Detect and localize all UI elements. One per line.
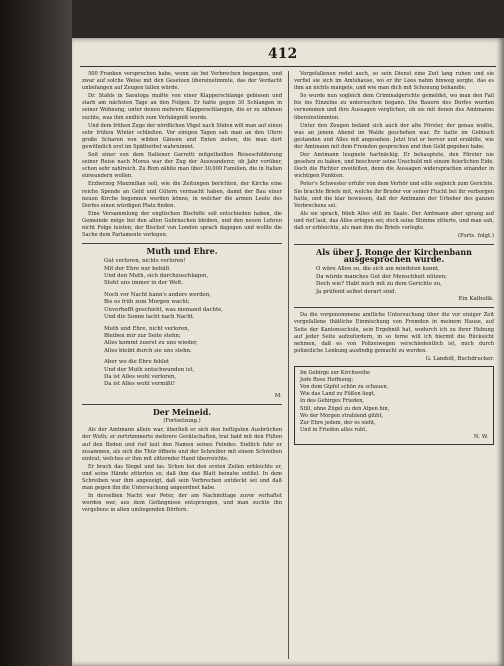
notice-paragraph: Da die vorgenommene amtliche Untersuchung über die vor einiger Zeit vorgefallene thätliche Einmischung von Fremden in meinem Hause, auf Seite der Kantonsschule, sein Ergebniß hat, wodurch ich zu ihrer Hebung auf jeder Seite aufzufordern, in so ferne will ich hiermit die Rücksicht nehmen, daß es von Polizeiwegen verschiedentlich ist, mich durch polizeiliche Lenkung ausfindig gemacht zu werden. bbox=[294, 312, 494, 354]
poem bbox=[104, 258, 282, 400]
poem-line: Und den Muth, sich durchzuschlagen, bbox=[104, 273, 209, 280]
final-poem-line: Von dem Gipfel schön zu schauen, bbox=[300, 384, 389, 391]
final-poem-line: Und in Frieden alles ruht. bbox=[300, 426, 367, 433]
verse-title: Als über J. Ronge der Kirchenbann ausgesprochen wurde. bbox=[316, 247, 472, 265]
story-paragraph: Als der Amtmann allein war, überließ er sich den heftigsten Ausbrüchen der Wuth; er zertrümmerte mehrere Gerätschaften, trat bald mit den Füßen auf den Boden und rief laut den Namen seines Feindes. Endlich fuhr er zusammen, als sich die Thür öffnete und der Schreiber mit einem Schreiben eintrat, welches er ihm mit zitternder Hand überreichte. bbox=[82, 427, 282, 462]
poem-line: Alles kommt zuerst zu uns wieder, bbox=[104, 340, 198, 347]
poem-line: Aber wo die Ehre fehlet bbox=[104, 359, 170, 366]
final-poem-signature: N. W. bbox=[473, 433, 488, 440]
final-poem-line: In des Gebirges Frieden, bbox=[300, 398, 365, 405]
poem-line: Muth und Ehre, nicht verloren, bbox=[104, 325, 190, 332]
poem-stanza bbox=[104, 326, 282, 356]
book-page bbox=[72, 38, 504, 666]
poem-signature: M. bbox=[274, 392, 282, 399]
section-divider bbox=[82, 243, 282, 244]
verse-signature: Ein Katholik. bbox=[458, 295, 494, 302]
verse-line: Ja prüfend selbst derart sind. bbox=[316, 288, 397, 295]
book-spine bbox=[0, 0, 72, 666]
story-title: Der Meineid. bbox=[152, 407, 212, 418]
poem-title: Muth und Ehre. bbox=[146, 246, 218, 257]
notice-signature: G. Landolt, Buchdrucker. bbox=[425, 355, 494, 362]
section-divider bbox=[294, 244, 494, 245]
news-paragraph: Dr. Stahls in Saratoga mußte von einer Klapperschlange gebissen und starb am nächsten Tage an den Folgen. Er hatte gegen 30 Schlangen in seiner Wohnung, unter denen mehrere Klapperschlangen, die er zu zähmen suchte, was ihm endlich zum Verhängniß wurde. bbox=[82, 93, 282, 121]
poem-line: Alles bleibt durch sie uns stehn. bbox=[104, 347, 192, 354]
news-paragraph: 500 Franken versprochen habe, wenn sie bei Verbrechen begangen, und zwar auf solche Weise mit den Gesetzen übereinstimmte, das der Verdacht unbefangen auf Zeugen fallen würde. bbox=[82, 71, 282, 92]
section-divider bbox=[294, 307, 494, 308]
left-column bbox=[82, 71, 282, 515]
story-paragraph: Peter's Schwester erfuhr von dem Verhör und eilte sogleich zum Gerichte. Sie brachte Briefe mit, welche ihr Bruder vor seiner Flucht bei ihr verborgen hatte, und die klar bewiesen, daß der Amtmann der Urheber des ganzen Verbrechens sei. bbox=[294, 181, 494, 209]
verse-line: Da würde manches Gut der Menschheit nützen; bbox=[316, 273, 447, 280]
poem-line: Bis es früh zum Morgen wacht; bbox=[104, 299, 190, 306]
final-poem-line: Jede Rose Hoffnung; bbox=[300, 377, 354, 384]
poem-line: Noch vor Nacht kann's anders werden, bbox=[104, 291, 212, 298]
poem-line: Da ist Alles wohl verloren, bbox=[104, 373, 177, 380]
page-number: 412 bbox=[268, 46, 298, 62]
story-paragraph: Vorgefallenen redet auch, so sein Dienst eine Zeit lang ruhen und sie verfiel sie sich im Amtshause, wo er ihr Loos nahm hinweg sorgte, das es ihm an nichts mangele, und wie man dich mit Schonung behandle. bbox=[294, 71, 494, 92]
final-poem-line: Im Gebirge zur Kirchweihe bbox=[300, 370, 371, 377]
story-subtitle: (Fortsetzung.) bbox=[163, 418, 201, 425]
poem-line: Gut verloren, nichts verloren! bbox=[104, 258, 186, 265]
poem-line: Unverhofft geschieht, was niemand dachte, bbox=[104, 306, 224, 313]
poem-line: Und die Sonne lacht nach Nacht. bbox=[104, 314, 195, 321]
final-poem-line: Zur Ehre jedem, der es sieht, bbox=[300, 419, 376, 426]
story-paragraph: Als sie sprach, blieb Alles still im Saale. Der Amtmann aber sprang auf und rief laut, das Alles erlogen sei; doch seine Stimme zitterte, und man sah, daß er erbleichte, als man ihm die Briefe vorlegte. bbox=[294, 210, 494, 231]
story-paragraph: In derselben Nacht war Peter, der am Nachmittage zuvor verhaftet worden war, aus dem Gefängnisse entsprungen, und man suchte ihn vergebens in allen umliegenden Dörfern. bbox=[82, 493, 282, 514]
poem-line: Und der Muth entschwunden ist, bbox=[104, 366, 195, 373]
news-paragraph: Erzherzog Maximilian soll, wie die Zeitungen berichten, der Kirche eine reiche Spende an Geld und Gütern vermacht haben, damit der Bau einer neuen Kirche begonnen werden könne, in welcher die armen Leute des Dorfes einen würdigen Platz finden. bbox=[82, 181, 282, 209]
story-paragraph: Er brach das Siegel und las. Schon bei den ersten Zeilen erbleichte er, und seine Hände zitterten so, daß ihm das Blatt beinahe entfiel. In dem Schreiben war ihm angezeigt, daß sein Verbrechen entdeckt sei und daß man gegen ihn die Untersuchung angeordnet habe. bbox=[82, 463, 282, 492]
poem-stanza bbox=[104, 292, 282, 322]
header-rule bbox=[80, 66, 496, 67]
poem-line: Steht uns immer in der Welt. bbox=[104, 280, 183, 287]
final-poem-line: Wie das Land zu Füßen liegt, bbox=[300, 391, 376, 398]
poem-line: Mit der Ehre nur behält bbox=[104, 265, 170, 272]
story-paragraph: Unter den Zeugen befand sich auch der alte Förster, der genau wußte, was an jenem Abend im Walde geschehen war. Er hatte im Gebüsch gestanden und Alles mit angesehen. Jetzt trat er hervor und erzählte, wie der Amtmann mit dem Fremden gesprochen und ihm Geld gegeben habe. bbox=[294, 122, 494, 150]
final-poem-box bbox=[294, 366, 494, 445]
final-poem-line: Still, ohne Zügel zu den Alpen hin, bbox=[300, 405, 390, 412]
verse bbox=[316, 266, 494, 303]
news-paragraph: Seit einer von dem Italiener Garretti mitgetheilten Reiseschilderung seiner Reise nach Morea war der Zug der Auswanderer, ob Jahr vorüber, schon sehr zahlreich. Zu Rom zählte man über 30,000 Familien, die in Italien einwandern wollen. bbox=[82, 152, 282, 180]
poem-stanza bbox=[104, 258, 282, 288]
story-paragraph: So wurde nun sogleich dem Criminalgerichte gemeldet, wo man den Fall bis ins Einzelne zu untersuchen begann. Die Bauern des Dorfes wurden vernommen und ihre Aussagen verglichen, ob sie mit denen des Amtmanns übereinstimmten. bbox=[294, 93, 494, 121]
poem-stanza bbox=[104, 359, 282, 389]
column-rule bbox=[288, 71, 289, 659]
poem-line: Bleiben mir zur Seite stehn; bbox=[104, 332, 181, 339]
right-column bbox=[294, 71, 494, 445]
final-poem-line: Wo der Morgen strahlend glüht, bbox=[300, 412, 384, 419]
poem-line: Da ist Alles wohl vermißt! bbox=[104, 381, 175, 388]
verse-line: O wäre Allen so, die sich am mindsten kannt, bbox=[316, 266, 440, 273]
verse-line: Doch wie? Habt mich mit zu dem Gerichte zu, bbox=[316, 281, 442, 288]
story-paragraph: Der Amtmann leugnete hartnäckig. Er behauptete, den Förster nie gesehen zu haben, und beschwor seine Unschuld mit einem feierlichen Eide. Doch die Richter zweifelten, denn die Aussagen widersprachen einander in wichtigen Punkten. bbox=[294, 152, 494, 180]
section-divider bbox=[82, 404, 282, 405]
story-continued: (Forts. folgt.) bbox=[457, 233, 494, 240]
news-paragraph: Eine Versammlung der englischen Bischöfe soll entschieden haben, die Gemeinde möge bei den alten Gebräuchen bleiben, und den neuen Lehren nicht Folge leisten; der Bischof von London sprach dagegen und wollte die Sache dem Parlamente vorlegen. bbox=[82, 210, 282, 239]
news-paragraph: Und dem frühen Zuge der nördlichen Vögel nach Süden will man auf einen sehr frühen Winter schließen. Vor einigen Tagen sah man an den Ufern große Scharen von wilden Gänsen und Enten ziehen, die man dort gewöhnlich erst im Spätherbst wahrnimmt. bbox=[82, 122, 282, 150]
